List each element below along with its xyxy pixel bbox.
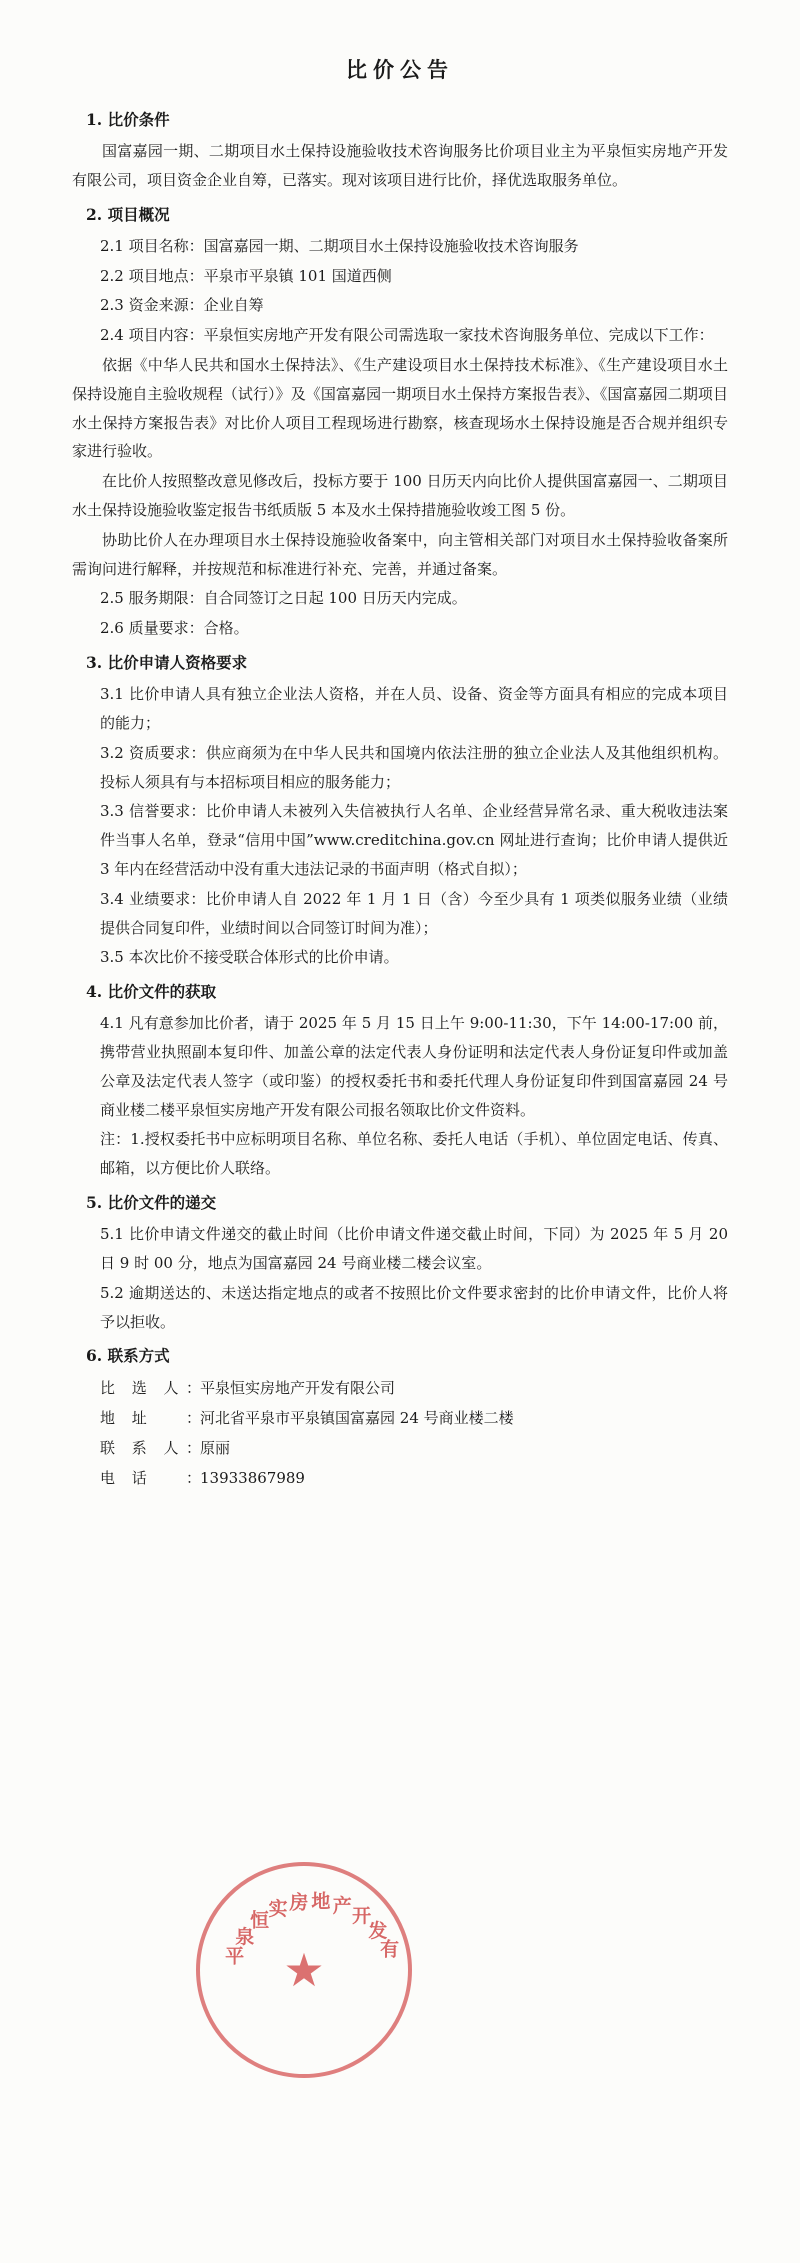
section-heading-5: 5. 比价文件的递交 (86, 1193, 217, 1212)
paragraph: 国富嘉园一期、二期项目水土保持设施验收技术咨询服务比价项目业主为平泉恒实房地产开发有限公司，项目资金企业自筹，已落实。现对该项目进行比价，择优选取服务单位。 (72, 142, 728, 189)
paragraph: 3.4 业绩要求：比价申请人自 2022 年 1 月 1 日（含）今至少具有 1 项类似服务业绩（业绩提供合同复印件，业绩时间以合同签订时间为准）； (100, 889, 728, 937)
section-heading-2: 2. 项目概况 (86, 204, 170, 224)
paragraph: 3.1 比价申请人具有独立企业法人资格，并在人员、设备、资金等方面具有相应的完成本项目的能力； (100, 685, 728, 732)
paragraph: 协助比价人在办理项目水土保持设施验收备案中，向主管相关部门对项目水土保持验收备案所需询问进行解释，并按规范和标准进行补充、完善，并通过备案。 (72, 530, 728, 578)
paragraph: 2.2 项目地点：平泉市平泉镇 101 国道西侧 (100, 266, 392, 285)
page-title: 比价公告 (346, 57, 454, 82)
section-heading-6: 6. 联系方式 (86, 1346, 170, 1366)
seal-arc-text: 平 泉 恒 实 房 地 产 开 发 有 (225, 1890, 400, 1968)
contact-block (72, 1373, 728, 1493)
contact-label: 地 址 (100, 1409, 153, 1428)
section-heading-4: 4. 比价文件的获取 (86, 982, 217, 1002)
contact-label: 联 系 人 (100, 1439, 185, 1458)
contact-label: 电 话 (100, 1469, 153, 1488)
contact-row (100, 1433, 728, 1463)
contact-value: 河北省平泉市平泉镇国富嘉园 24 号商业楼二楼 (200, 1409, 514, 1428)
contact-value: 13933867989 (200, 1469, 305, 1488)
contact-colon: ： (186, 1469, 202, 1488)
paragraph: 2.3 资金来源：企业自筹 (100, 296, 264, 315)
paragraph: 注：1.授权委托书中应标明项目名称、单位名称、委托人电话（手机）、单位固定电话、传真、邮箱，以方便比价人联络。 (100, 1130, 728, 1178)
contact-colon: ： (186, 1409, 202, 1428)
paragraph: 在比价人按照整改意见修改后，投标方要于 100 日历天内向比价人提供国富嘉园一、二期项目水土保持设施验收鉴定报告书纸质版 5 本及水土保持措施验收竣工图 5 份。 (72, 472, 728, 520)
paragraph: 4.1 凡有意参加比价者，请于 2025 年 5 月 15 日上午 9:00-11:30，下午 14:00-17:00 前，携带营业执照副本复印件、加盖公章的法定代表人身份证明和法定代表人身份证复印件或加盖公章及法定代表人签字（或印鉴）的授权委托书和委托代理人身份证复印件到国富嘉园 24 号商业楼二楼平泉恒实房地产开发有限公司报名领取比价文件资料。 (100, 1014, 728, 1119)
paragraph: 5.2 逾期送达的、未送达指定地点的或者不按照比价文件要求密封的比价申请文件，比价人将予以拒收。 (100, 1283, 728, 1331)
section-heading-1: 1. 比价条件 (86, 110, 170, 129)
company-seal-stamp (196, 1862, 412, 2078)
contact-value: 平泉恒实房地产开发有限公司 (200, 1379, 396, 1398)
contact-label: 比 选 人 (100, 1379, 185, 1398)
paragraph: 2.1 项目名称：国富嘉园一期、二期项目水土保持设施验收技术咨询服务 (100, 236, 579, 255)
contact-row (100, 1403, 728, 1433)
contact-value: 原丽 (200, 1439, 231, 1458)
section-heading-3: 3. 比价申请人资格要求 (86, 653, 248, 672)
contact-row (100, 1373, 728, 1403)
contact-colon: ： (186, 1379, 202, 1398)
paragraph: 5.1 比价申请文件递交的截止时间（比价申请文件递交截止时间，下同）为 2025 年 5 月 20 日 9 时 00 分，地点为国富嘉园 24 号商业楼二楼会议室。 (100, 1225, 728, 1272)
contact-row (100, 1463, 728, 1493)
paragraph: 3.3 信誉要求：比价申请人未被列入失信被执行人名单、企业经营异常名录、重大税收违法案件当事人名单，登录“信用中国”www.creditchina.gov.cn 网址进行查询；比价申请人提供近 3 年内在经营活动中没有重大违法记录的书面声明（格式自拟）； (100, 802, 728, 878)
contact-colon: ： (186, 1439, 202, 1458)
seal-star-icon: ★ (283, 1943, 325, 1997)
paragraph: 2.6 质量要求：合格。 (100, 619, 249, 638)
paragraph: 3.2 资质要求：供应商须为在中华人民共和国境内依法注册的独立企业法人及其他组织机构。投标人须具有与本招标项目相应的服务能力； (100, 743, 728, 791)
paragraph: 2.4 项目内容：平泉恒实房地产开发有限公司需选取一家技术咨询服务单位、完成以下工作： (100, 326, 714, 345)
paragraph: 依据《中华人民共和国水土保持法》、《生产建设项目水土保持技术标准》、《生产建设项目水土保持设施自主验收规程（试行）》及《国富嘉园一期项目水土保持方案报告表》、《国富嘉园二期项目水土保持方案报告表》对比价人项目工程现场进行勘察，核查现场水土保持设施是否合规并组织专家进行验收。 (72, 356, 728, 461)
paragraph: 2.5 服务期限：自合同签订之日起 100 日历天内完成。 (100, 589, 467, 608)
paragraph: 3.5 本次比价不接受联合体形式的比价申请。 (100, 948, 399, 967)
document-body (72, 46, 728, 1493)
